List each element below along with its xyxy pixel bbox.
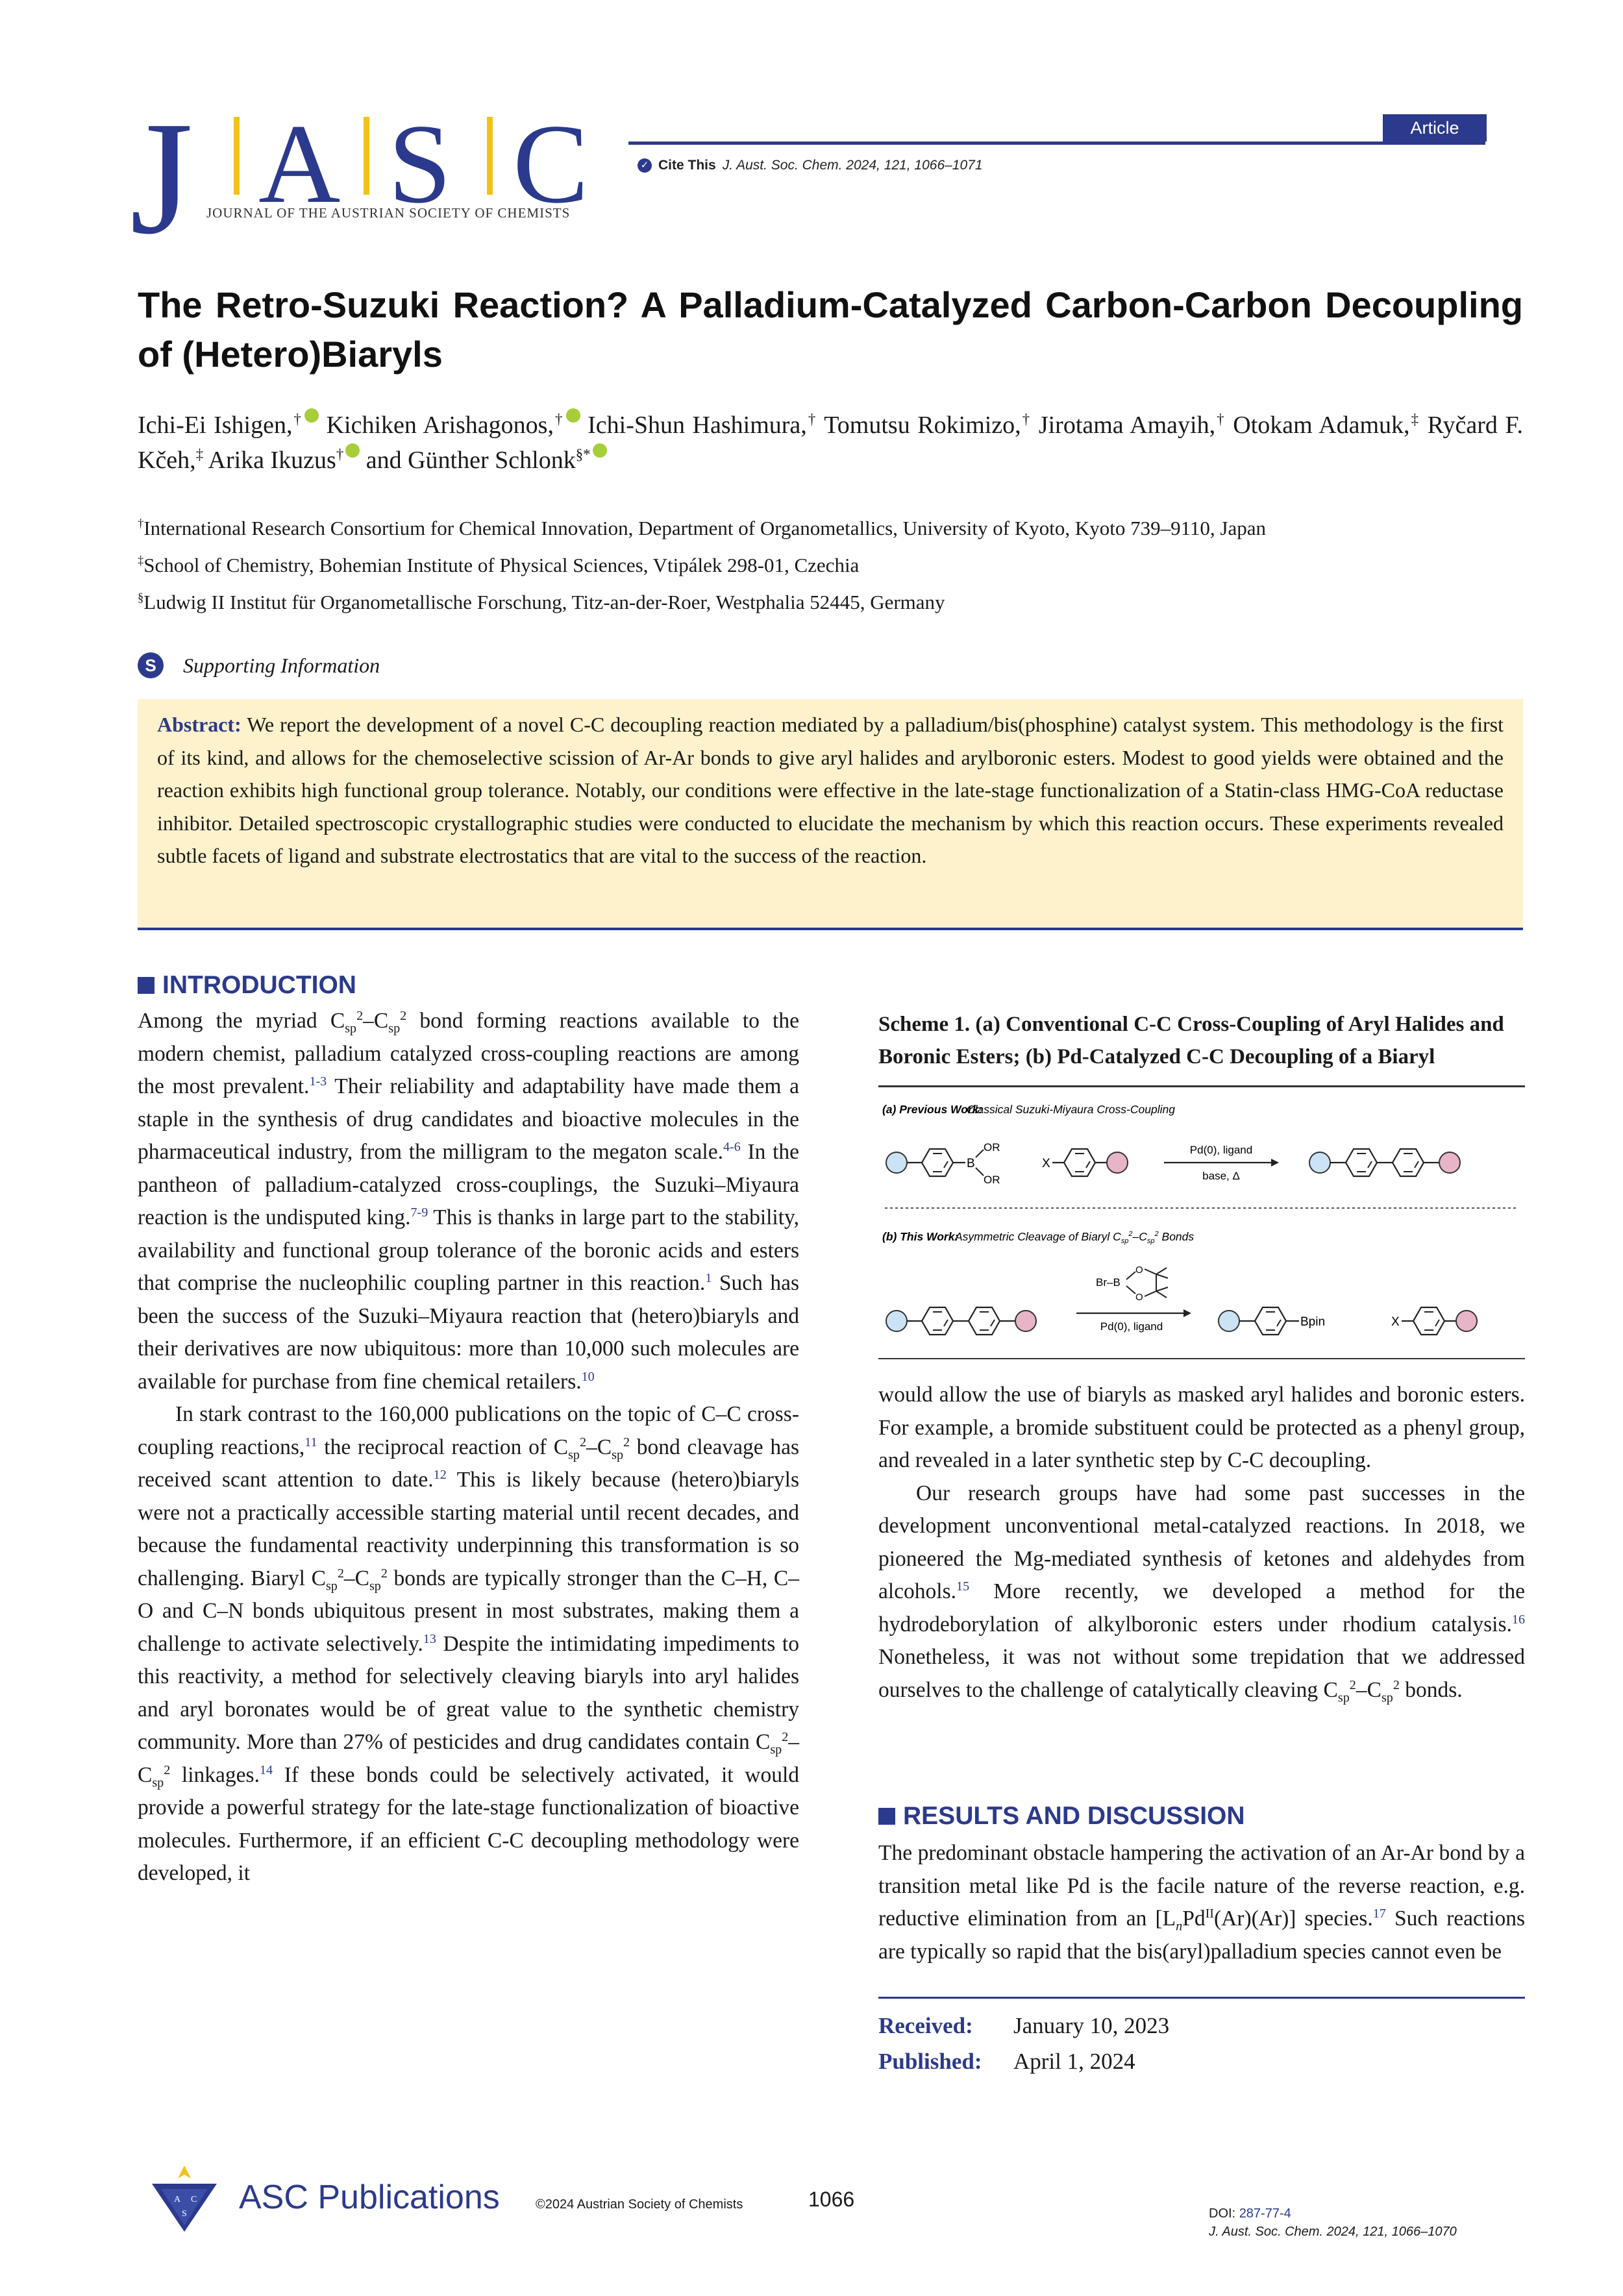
- scheme-1-figure: [878, 1085, 1525, 1360]
- orcid-icon[interactable]: [345, 443, 360, 458]
- benzene-ring: [922, 1307, 953, 1335]
- substituent-blue: [886, 1311, 907, 1331]
- author[interactable]: Ichi-Ei Ishigen,†: [138, 412, 319, 439]
- logo-divider: [364, 117, 369, 195]
- boron-atom: B: [967, 1157, 975, 1170]
- benzene-ring: [969, 1307, 1000, 1335]
- halide-atom: X: [1391, 1315, 1400, 1329]
- benzene-ring: [1255, 1307, 1286, 1335]
- substituent-pink: [1456, 1311, 1477, 1331]
- scheme-b-label: (b) This Work:: [882, 1230, 959, 1243]
- section-square-icon: [138, 977, 155, 994]
- author[interactable]: Jirotama Amayih,†: [1038, 411, 1226, 439]
- results-body: [878, 1837, 1525, 1968]
- affiliation: ‡School of Chemistry, Bohemian Institute of Physical Sciences, Vtipálek 298-01, Czechia: [138, 554, 860, 576]
- author[interactable]: Otokam Adamuk,‡: [1233, 411, 1420, 439]
- right-column-body: [878, 1379, 1525, 1707]
- benzene-ring: [922, 1149, 953, 1176]
- logo-letter-j: J: [130, 88, 193, 268]
- scheme-title: Scheme 1. (a) Conventional C-C Cross-Coupling of Aryl Halides and Boronic Esters; (b) Pd-Catalyzed C-C Decoupling of a Biaryl: [878, 1013, 1504, 1068]
- logo-letter-c: C: [513, 101, 589, 227]
- scheme-b-desc: Asymmetric Cleavage of Biaryl $C_{sp}^2-C_{sp}^2$ Bonds: [955, 1230, 1195, 1245]
- cite-this-link[interactable]: [638, 158, 983, 173]
- introduction-heading: INTRODUCTION: [138, 971, 356, 1000]
- paragraph: In stark contrast to the 160,000 publications on the topic of C–C cross-coupling reactions,$^{11}$ the reciprocal reaction of $C_{sp}^2-C_{sp}^2$ bond cleavage has received scant attention to date.$^{12}$ This is likely because (hetero)biaryls were not a practically accessible starting material until recent decades, and because the fundamental reactivity underpinning this transformation is so challenging. Biaryl $C_{sp}^2-C_{sp}^2$ bonds are typically stronger than the C–H, C–O and C–N bonds ubiquitous present in most substrates, making them a challenge to activate selectively.$^{13}$ Despite the intimidating impediments to this reactivity, a method for selectively cleaving biaryls into aryl halides and aryl boronates would be of great value to the synthetic chemistry community. More than 27% of pesticides and drug candidates contain $C_{sp}^2-C_{sp}^2$ linkages.$^{14}$ If these bonds could be selectively activated, it would provide a powerful strategy for the late-stage functionalization of bioactive molecules. Furthermore, if an efficient C-C decoupling methodology were developed, it: [138, 1402, 800, 1885]
- benzene-ring: [1393, 1149, 1424, 1176]
- conditions-top: Pd(0), ligand: [1189, 1144, 1253, 1156]
- paragraph: Among the myriad $C_{sp}^2-C_{sp}^2$ bond forming reactions available to the modern chemist, palladium catalyzed cross-coupling reactions are among the most prevalent.$^{1-3}$ Their reliability and adaptability have made them a staple in the synthesis of drug candidates and bioactive molecules in the pharmaceutical industry, from the milligram to the megaton scale.$^{4-6}$ In the pantheon of palladium-catalyzed cross-couplings, the Suzuki–Miyaura reaction is the undisputed king.$^{7-9}$ This is thanks in large part to the stability, availability and functional group tolerance of the boronic acids and esters that comprise the nucleophilic coupling partner in this reaction.$^1$ Such has been the success of the Suzuki–Miyaura reaction that (hetero)biaryls and their derivatives are now ubiquitous: more than 10,000 such molecules are available for purchase from fine chemical retailers.$^{10}$: [138, 1008, 800, 1394]
- author[interactable]: Kichiken Arishagonos,†: [327, 412, 580, 439]
- publisher-name[interactable]: ASC Publications: [239, 2179, 500, 2216]
- logo-divider: [487, 117, 493, 195]
- orcid-icon[interactable]: [566, 408, 580, 423]
- substituent-blue: [886, 1152, 907, 1173]
- page-number: 1066: [808, 2188, 855, 2211]
- substituent-pink: [1439, 1152, 1460, 1173]
- oxygen-atom: O: [1135, 1265, 1143, 1276]
- benzene-ring: [1346, 1149, 1377, 1176]
- doi-block: DOI: 287-77-4 J. Aust. Soc. Chem. 2024, 121, 1066–1070: [1209, 2206, 1457, 2239]
- author[interactable]: Arika Ikuzus†: [208, 447, 360, 474]
- footer-citation: J. Aust. Soc. Chem. 2024, 121, 1066–1070: [1209, 2225, 1457, 2239]
- supporting-info-icon: S: [138, 652, 164, 678]
- received-date: Received: January 10, 2023: [878, 2013, 1170, 2038]
- bpin-group: Bpin: [1300, 1315, 1326, 1329]
- svg-text:S: S: [182, 2209, 187, 2219]
- logo-letter-s: S: [388, 101, 452, 227]
- oxygen-atom: O: [1135, 1292, 1143, 1303]
- author[interactable]: and Günther Schlonk§*: [366, 447, 607, 474]
- published-date: Published: April 1, 2024: [878, 2049, 1135, 2074]
- results-heading: RESULTS AND DISCUSSION: [878, 1802, 1245, 1831]
- journal-name: JOURNAL OF THE AUSTRIAN SOCIETY OF CHEMISTS: [206, 205, 571, 221]
- halide-atom: X: [1042, 1157, 1050, 1170]
- paragraph: would allow the use of biaryls as masked aryl halides and boronic esters. For example, a bromide substituent could be protected as a phenyl group, and revealed in a later synthetic step by C-C decoupling.: [878, 1383, 1525, 1472]
- header-rule: [628, 142, 1485, 145]
- scheme-a-label: (a) Previous Work:: [882, 1103, 983, 1116]
- article-title: The Retro-Suzuki Reaction? A Palladium-Catalyzed Carbon-Carbon Decoupling of (Hetero)Biaryls: [138, 284, 1523, 375]
- orcid-icon[interactable]: [304, 408, 319, 423]
- section-square-icon: [878, 1808, 895, 1825]
- svg-text:C: C: [191, 2195, 197, 2204]
- paragraph: Our research groups have had some past successes in the development unconventional metal-catalyzed reactions. In 2018, we pioneered the Mg-mediated synthesis of ketones and aldehydes from alcohols.$^{15}$ More recently, we developed a method for the hydrodeborylation of alkylboronic esters under rhodium catalysis.$^{16}$ Nonetheless, it was not without some trepidation that we addressed ourselves to the challenge of catalytically cleaving $C_{sp}^2-C_{sp}^2$ bonds.: [878, 1481, 1525, 1705]
- benzene-ring: [1064, 1149, 1095, 1176]
- asc-badge-icon: [148, 2163, 221, 2234]
- abstract-label: Abstract:: [157, 713, 242, 736]
- cite-label: Cite This: [658, 158, 716, 173]
- orcid-icon[interactable]: [593, 443, 607, 458]
- author[interactable]: Ichi-Shun Hashimura,†: [588, 411, 817, 439]
- author-list: [138, 408, 1523, 478]
- logo-divider: [234, 117, 240, 195]
- or-group: OR: [984, 1174, 1000, 1186]
- logo-letter-a: A: [258, 101, 341, 227]
- or-group: OR: [984, 1141, 1000, 1154]
- br-b-reagent: Br–B: [1096, 1276, 1121, 1289]
- substituent-blue: [1309, 1152, 1330, 1173]
- cite-text: J. Aust. Soc. Chem. 2024, 121, 1066–1071: [722, 158, 983, 173]
- doi-link[interactable]: 287-77-4: [1239, 2206, 1291, 2221]
- supporting-info-label: Supporting Information: [183, 653, 380, 677]
- affiliations: [138, 510, 1523, 621]
- paragraph: The predominant obstacle hampering the activation of an Ar-Ar bond by a transition metal like Pd is the facile nature of the reverse reaction, e.g. reductive elimination from an $[L_nPd^{II}(Ar)(Ar)]$ species.$^{17}$ Such reactions are typically so rapid that the bis(aryl)palladium species cannot even be: [878, 1841, 1525, 1964]
- scheme-graphic: [878, 1087, 1525, 1360]
- substituent-pink: [1107, 1152, 1128, 1173]
- svg-text:A: A: [174, 2195, 181, 2204]
- abstract-box: [138, 699, 1523, 930]
- introduction-body: [138, 1005, 799, 1890]
- scheme-a-desc: Classical Suzuki-Miyaura Cross-Coupling: [967, 1103, 1175, 1116]
- substituent-pink: [1015, 1311, 1036, 1331]
- abstract-text: We report the development of a novel C-C decoupling reaction mediated by a palladium/bis(phosphine) catalyst system. This methodology is the first of its kind, and allows for the chemoselective scission of Ar-Ar bonds to give aryl halides and arylboronic esters. Modest to good yields were obtained and the reaction exhibits high functional group tolerance. Notably, our conditions were effective in the late-stage functionalization of a Statin-class HMG-CoA reductase inhibitor. Detailed spectroscopic crystallographic studies were conducted to elucidate the mechanism by which this reaction occurs. These experiments revealed subtle facets of ligand and substrate electrostatics that are vital to the success of the reaction.: [157, 713, 1504, 867]
- author[interactable]: Ryčard F. Kčeh,‡: [138, 412, 1524, 474]
- affiliation: †International Research Consortium for Chemical Innovation, Department of Organometallics, University of Kyoto, Kyoto 739–9110, Japan: [138, 517, 1267, 539]
- check-icon: ✓: [638, 158, 652, 173]
- publication-dates: [878, 1997, 1525, 2079]
- substituent-blue: [1219, 1311, 1239, 1331]
- author[interactable]: Tomutsu Rokimizo,†: [824, 411, 1032, 439]
- conditions-bottom: base, Δ: [1202, 1170, 1240, 1182]
- supporting-information-link[interactable]: [138, 652, 380, 678]
- article-type-badge: Article: [1383, 114, 1487, 142]
- conditions-b: Pd(0), ligand: [1100, 1320, 1163, 1333]
- benzene-ring: [1413, 1307, 1444, 1335]
- affiliation: §Ludwig II Institut für Organometallische Forschung, Titz-an-der-Roer, Westphalia 52445, Germany: [138, 591, 945, 613]
- copyright: ©2024 Austrian Society of Chemists: [536, 2197, 743, 2212]
